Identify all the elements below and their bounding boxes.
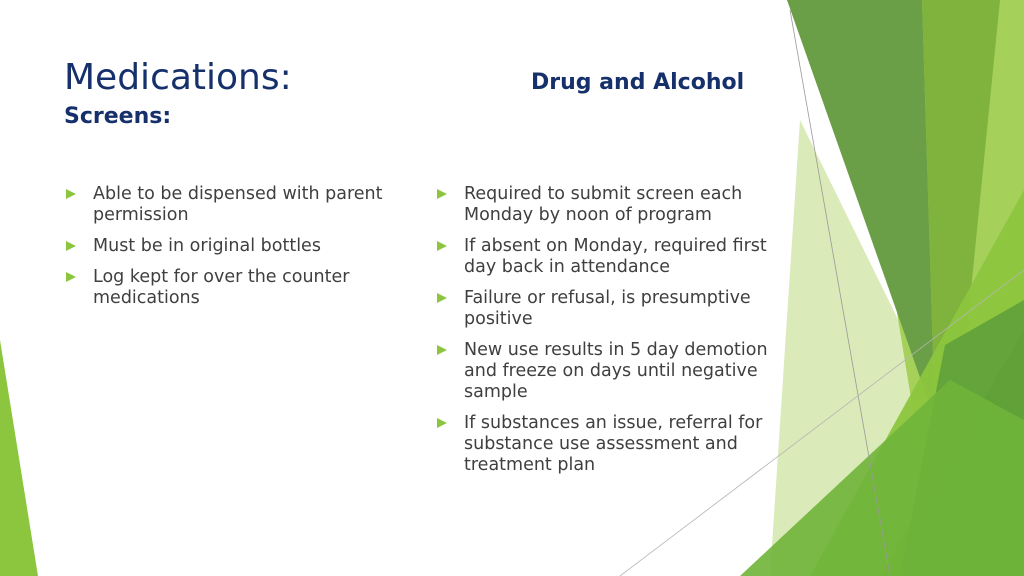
bullet-text: Able to be dispensed with parent permission xyxy=(93,184,383,225)
drug-alcohol-heading: Drug and Alcohol xyxy=(531,70,745,95)
bullet-arrow-icon xyxy=(66,241,76,251)
bullet-arrow-icon xyxy=(437,241,447,251)
bullet-text: Required to submit screen each Monday by noon of program xyxy=(464,184,743,225)
list-item xyxy=(435,340,775,403)
bullet-arrow-icon xyxy=(66,189,76,199)
screens-heading: Screens: xyxy=(64,104,172,129)
bullet-text: If absent on Monday, required first day back in attendance xyxy=(464,236,767,277)
left-edge-green-shape xyxy=(0,340,38,576)
bullet-text: Must be in original bottles xyxy=(93,236,321,256)
right-bullet-list xyxy=(435,184,775,486)
bullet-arrow-icon xyxy=(437,293,447,303)
list-item xyxy=(435,413,775,476)
bullet-text: Log kept for over the counter medications xyxy=(93,267,350,308)
list-item xyxy=(64,184,394,226)
list-item xyxy=(435,236,775,278)
list-item xyxy=(64,267,394,309)
left-bullet-list xyxy=(64,184,394,319)
list-item xyxy=(64,236,394,257)
bullet-arrow-icon xyxy=(66,272,76,282)
list-item xyxy=(435,288,775,330)
bullet-text: New use results in 5 day demotion and freeze on days until negative sample xyxy=(464,340,768,402)
bullet-text: Failure or refusal, is presumptive positive xyxy=(464,288,751,329)
list-item xyxy=(435,184,775,226)
bullet-text: If substances an issue, referral for substance use assessment and treatment plan xyxy=(464,413,763,475)
page-title: Medications: xyxy=(64,57,292,98)
bullet-arrow-icon xyxy=(437,189,447,199)
bullet-arrow-icon xyxy=(437,345,447,355)
bullet-arrow-icon xyxy=(437,418,447,428)
